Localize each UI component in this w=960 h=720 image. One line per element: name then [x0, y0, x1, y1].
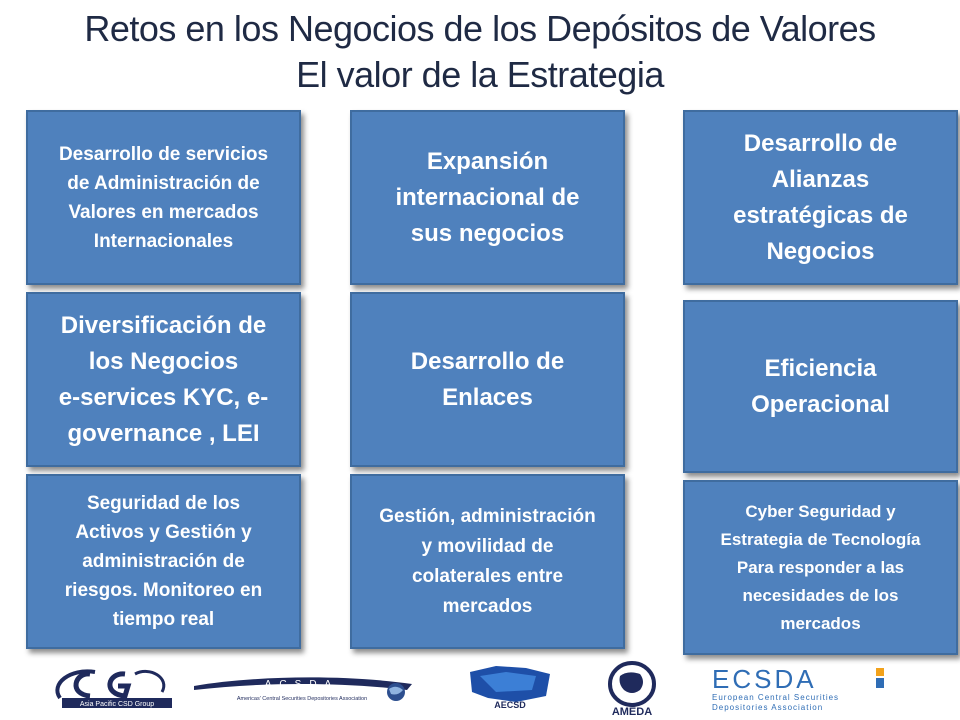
ecsda-logo [710, 664, 890, 714]
box-gestion-colaterales: Gestión, administración y movilidad de colaterales entre mercados [350, 474, 625, 649]
ecsda-logo-line2: Depositories Association [712, 703, 824, 712]
acg-logo [50, 664, 180, 710]
box-alianzas-estrategicas: Desarrollo de Alianzas estratégicas de Negocios [683, 110, 958, 285]
box-diversificacion: Diversificación de los Negocios e-services KYC, e- governance , LEI [26, 292, 301, 467]
slide-title [0, 6, 960, 98]
ameda-logo-name: AMEDA [611, 706, 653, 718]
box-expansion-internacional: Expansión internacional de sus negocios [350, 110, 625, 285]
acsda-logo-text: Americas' Central Securities Depositories Association [236, 696, 368, 702]
aecsd-logo-name: AECSD [494, 700, 526, 710]
box-eficiencia-operacional: Eficiencia Operacional [683, 300, 958, 473]
box-servicios-administracion: Desarrollo de servicios de Administración de Valores en mercados Internacionales [26, 110, 301, 285]
acg-logo-text: Asia Pacific CSD Group [79, 701, 155, 708]
ecsda-logo-name: ECSDA [712, 664, 817, 694]
box-cyber-seguridad: Cyber Seguridad y Estrategia de Tecnología Para responder a las necesidades de los mercados [683, 480, 958, 655]
title-line-2: El valor de la Estrategia [296, 54, 664, 95]
box-seguridad-activos: Seguridad de los Activos y Gestión y administración de riesgos. Monitoreo en tiempo real [26, 474, 301, 649]
logos-strip [0, 658, 960, 720]
title-line-1: Retos en los Negocios de los Depósitos de Valores [84, 8, 876, 49]
acsda-logo-name: ACSDA [264, 679, 340, 690]
acsda-logo [192, 672, 417, 706]
ecsda-logo-line1: European Central Securities [712, 693, 840, 702]
box-desarrollo-enlaces: Desarrollo de Enlaces [350, 292, 625, 467]
ameda-logo [594, 660, 670, 718]
aecsd-logo [466, 662, 554, 714]
